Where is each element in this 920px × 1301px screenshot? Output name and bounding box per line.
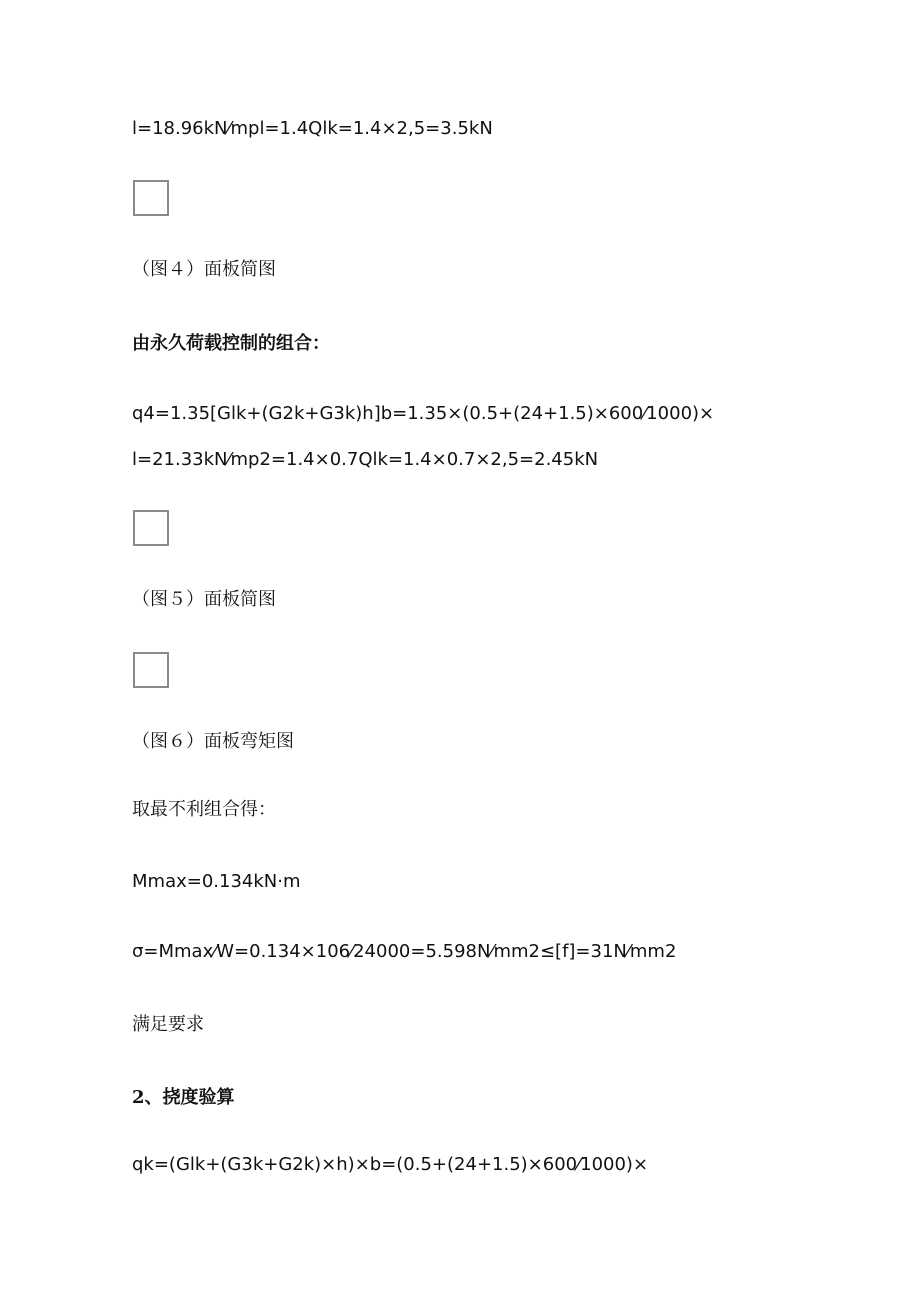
formula-q4: q4=1.35[Glk+(G2k+G3k)h]b=1.35×(0.5+(24+1.5)×600⁄1000)× xyxy=(132,403,715,424)
formula-mmax: Mmax=0.134kN·m xyxy=(132,871,301,892)
worst-combination-text: 取最不利组合得： xyxy=(132,799,276,820)
formula-line-l2: l=21.33kN⁄mp2=1.4×0.7Qlk=1.4×0.7×2,5=2.45kN xyxy=(132,449,599,470)
requirement-satisfied-text: 满足要求 xyxy=(132,1014,204,1035)
figure-6-placeholder-icon xyxy=(133,652,169,688)
figure-4-caption: （图４）面板简图 xyxy=(132,259,276,280)
combination-heading: 由永久荷载控制的组合： xyxy=(132,333,330,354)
figure-5-placeholder-icon xyxy=(133,510,169,546)
formula-qk: qk=(Glk+(G3k+G2k)×h)×b=(0.5+(24+1.5)×600⁄1000)× xyxy=(132,1154,649,1175)
formula-sigma: σ=Mmax⁄W=0.134×106⁄24000=5.598N⁄mm2≤[f]=31N⁄mm2 xyxy=(132,941,677,962)
figure-4-placeholder-icon xyxy=(133,180,169,216)
formula-line-l1: l=18.96kN⁄mpl=1.4Qlk=1.4×2,5=3.5kN xyxy=(132,118,493,139)
figure-5-caption: （图５）面板简图 xyxy=(132,589,276,610)
section-2-heading: 2、挠度验算 xyxy=(132,1087,235,1108)
figure-6-caption: （图６）面板弯矩图 xyxy=(132,731,294,752)
